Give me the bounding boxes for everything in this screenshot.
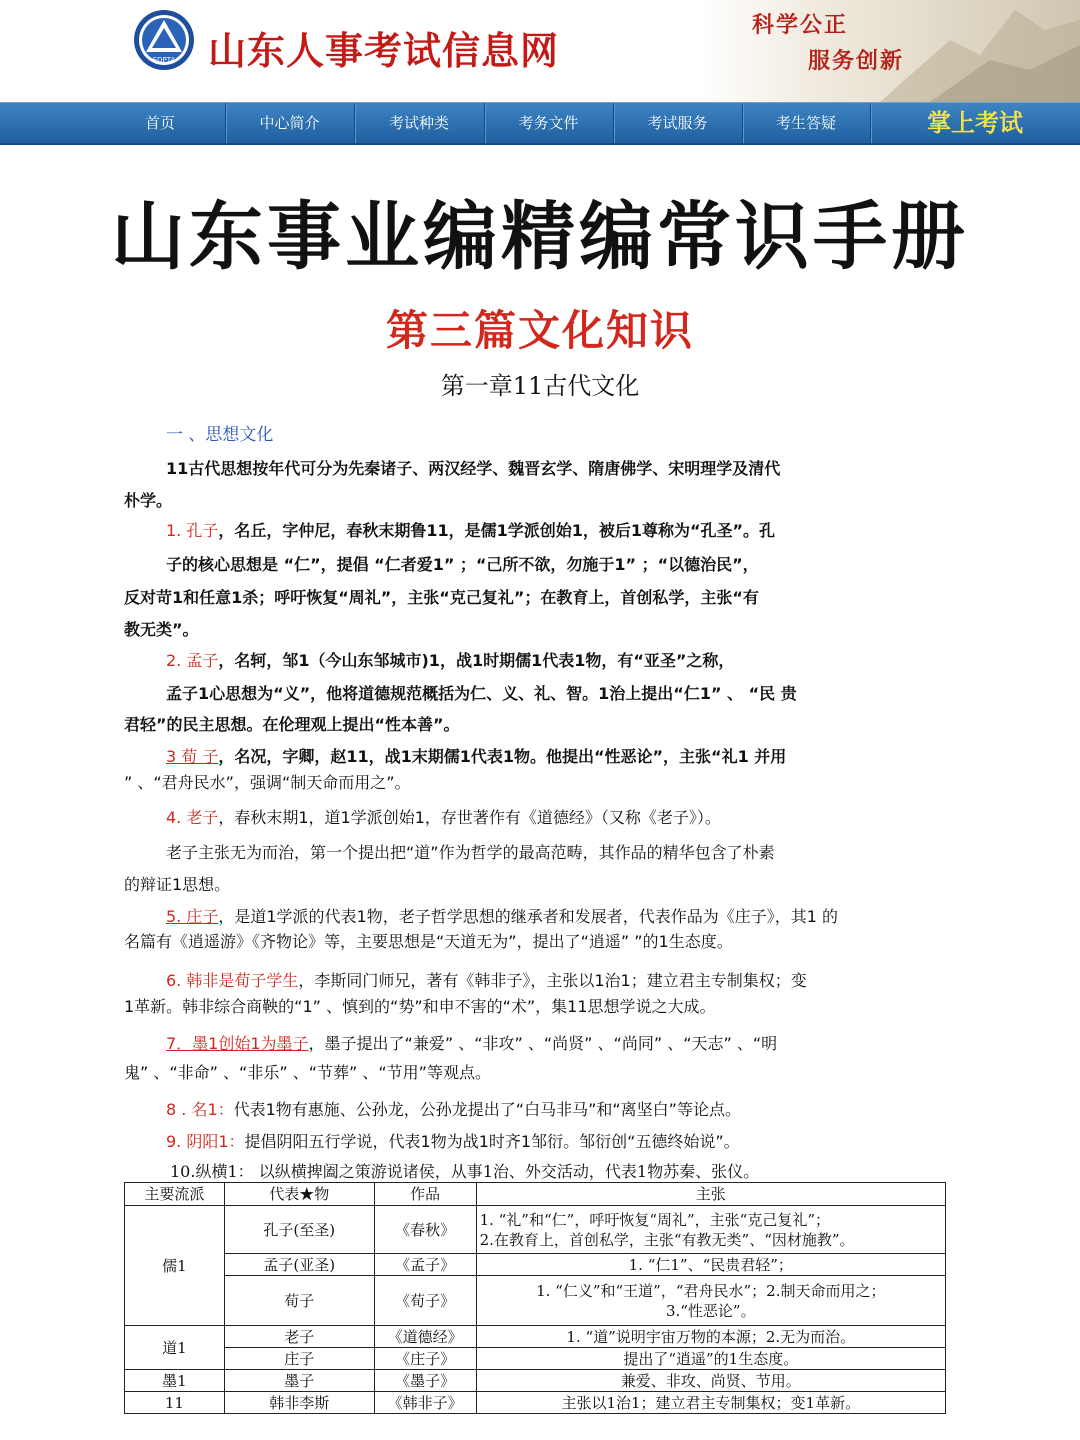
- cell-school: 11: [125, 1392, 225, 1414]
- zhuangzi-line2: 名篇有《逍遥游》《齐物论》等，主要思想是“天道无为”，提出了“逍遥” ”的1生态度。: [124, 932, 733, 951]
- cell-view: 主张以1治1；建立君主专制集权；变1革新。: [476, 1392, 945, 1414]
- zhuangzi-text1: ，是道1学派的代表1物，老子哲学思想的继承者和发展者，代表作品为《庄子》，其1 的: [218, 907, 838, 926]
- ming-text1: 代表1物有惠施、公孙龙，公孙龙提出了“白马非马”和“离坚白”等论点。: [233, 1100, 741, 1119]
- confucius-label: 1. 孔子: [166, 521, 219, 540]
- zhuangzi-line1: [166, 904, 838, 927]
- header-school: 主要流派: [125, 1183, 225, 1206]
- laozi-text1: ，春秋末期1，道1学派创始1，存世著作有《道德经》（又称《老子》）。: [218, 808, 721, 827]
- ming-label: 8 . 名1：: [166, 1100, 234, 1119]
- table-row: [125, 1206, 946, 1254]
- confucius-line2: 子的核心思想是 “仁”，提倡 “仁者爱1” ；“己所不欲，勿施于1” ；“以德治民”，: [166, 555, 759, 574]
- logo-text: SDPTA: [152, 56, 176, 64]
- table-row: [125, 1276, 946, 1326]
- yinyang-line1: [166, 1129, 740, 1152]
- main-nav: [0, 102, 1080, 145]
- hanfei-line2: 1革新。韩非综合商鞅的“1” 、慎到的“势”和申不害的“术”，集11思想学说之大成。: [124, 997, 716, 1016]
- ming-line1: [166, 1097, 741, 1120]
- laozi-line1: [166, 805, 721, 828]
- document-title: 山东事业编精编常识手册: [111, 194, 969, 280]
- confucius-line4: 教无类”。: [124, 620, 199, 639]
- yinyang-text1: 提倡阴阳五行学说，代表1物为战1时齐1邹衍。邹衍创“五德终始说”。: [244, 1132, 740, 1151]
- laozi-label: 4. 老子: [166, 808, 219, 827]
- intro-line2: 朴学。: [124, 491, 173, 510]
- mencius-text1: ，名轲，邹1（今山东邹城市)1，战1时期儒1代表1物，有“亚圣”之称，: [218, 651, 735, 670]
- laozi-line2: 老子主张无为而治，第一个提出把“道”作为哲学的最高范畴，其作品的精华包含了朴素: [166, 843, 775, 862]
- cell-work: 《荀子》: [374, 1276, 476, 1326]
- nav-item-mobile-exam[interactable]: 掌上考试: [927, 109, 1023, 137]
- schools-table: [124, 1182, 946, 1414]
- nav-item-exam-services[interactable]: 考试服务: [613, 103, 743, 143]
- nav-item-exam-documents[interactable]: 考务文件: [484, 103, 614, 143]
- intro-line1: 11古代思想按年代可分为先秦诸子、两汉经学、魏晋玄学、隋唐佛学、宋明理学及清代: [166, 459, 781, 478]
- header-work: 作品: [374, 1183, 476, 1206]
- header-view: 主张: [476, 1183, 945, 1206]
- table-row: [125, 1348, 946, 1370]
- cell-view: 1. “道”说明宇宙万物的本源；2.无为而治。: [476, 1326, 945, 1348]
- xunzi-line1: [166, 744, 786, 767]
- confucius-line3: 反对苛1和任意1杀；呼吁恢复“周礼”，主张“克己复礼”；在教育上，首创私学，主张“有: [124, 588, 759, 607]
- table-header-row: [125, 1183, 946, 1206]
- part-title: 第三篇文化知识: [385, 306, 694, 355]
- header-person: 代表★物: [224, 1183, 374, 1206]
- table-row: [125, 1392, 946, 1414]
- cell-school: 道1: [125, 1326, 225, 1370]
- cell-view: [476, 1206, 945, 1254]
- cell-person: 老子: [224, 1326, 374, 1348]
- cell-view-line2: 2.在教育上，首创私学，主张“有教无类”、“因材施教”。: [479, 1230, 855, 1249]
- laozi-line3: 的辩证1思想。: [124, 875, 231, 894]
- zongheng-line: 10.纵横1： 以纵横捭阖之策游说诸侯，从事1治、外交活动，代表1物苏秦、张仪。: [170, 1162, 760, 1181]
- cell-person: 墨子: [224, 1370, 374, 1392]
- nav-item-home[interactable]: 首页: [95, 103, 226, 143]
- nav-item-exam-types[interactable]: 考试种类: [354, 103, 485, 143]
- section-heading: 一 、思想文化: [166, 425, 274, 445]
- site-banner: [0, 0, 1080, 102]
- cell-person: 孟子(亚圣): [224, 1254, 374, 1276]
- xunzi-line2: ” 、“君舟民水”，强调“制天命而用之”。: [124, 773, 411, 792]
- mencius-line2: 孟子1心思想为“义”，他将道德规范概括为仁、义、礼、智。1治上提出“仁1” 、 “民 贵: [166, 684, 797, 703]
- zhuangzi-label: 5. 庄子: [166, 907, 219, 926]
- cell-person: 荀子: [224, 1276, 374, 1326]
- table-row: [125, 1370, 946, 1392]
- xunzi-text1: ，名况，字卿，赵11，战1末期儒1代表1物。他提出“性恶论”，主张“礼1 并用: [218, 747, 787, 766]
- chapter-title: 第一章11古代文化: [440, 372, 640, 400]
- cell-person: 韩非李斯: [224, 1392, 374, 1414]
- mozi-text1: ，墨子提出了“兼爱” 、“非攻” 、“尚贤” 、“尚同” 、“天志” 、“明: [308, 1034, 778, 1053]
- slogan-line2: 服务创新: [808, 48, 905, 74]
- cell-work: 《墨子》: [374, 1370, 476, 1392]
- cell-view: 提出了“逍遥”的1生态度。: [476, 1348, 945, 1370]
- sdpta-logo[interactable]: [132, 8, 196, 72]
- cell-view-line1: 1. “礼”和“仁”，呼吁恢复“周礼”，主张“克己复礼”；: [479, 1210, 830, 1229]
- cell-work: 《庄子》: [374, 1348, 476, 1370]
- mozi-line1: [166, 1031, 777, 1054]
- cell-view: 兼爱、非攻、尚贤、节用。: [476, 1370, 945, 1392]
- xunzi-label: 3 荀 子: [166, 747, 219, 766]
- mozi-label: 7．墨1创始1为墨子: [166, 1034, 309, 1053]
- mencius-label: 2. 孟子: [166, 651, 219, 670]
- cell-view: 1. “仁1”、“民贵君轻”；: [476, 1254, 945, 1276]
- mencius-line1: [166, 648, 734, 671]
- nav-item-about[interactable]: 中心简介: [225, 103, 355, 143]
- confucius-text1: ，名丘，字仲尼，春秋末期鲁11，是儒1学派创始1，被后1尊称为“孔圣”。孔: [218, 521, 776, 540]
- cell-view: [476, 1276, 945, 1326]
- confucius-line1: [166, 518, 775, 541]
- cell-work: 《韩非子》: [374, 1392, 476, 1414]
- hanfei-label: 6. 韩非是荀子学生: [166, 971, 299, 990]
- yinyang-label: 9. 阴阳1：: [166, 1132, 245, 1151]
- nav-item-faq[interactable]: 考生答疑: [742, 103, 871, 143]
- hanfei-line1: [166, 968, 807, 991]
- hanfei-text1: ，李斯同门师兄，著有《韩非子》，主张以1治1；建立君主专制集权；变: [298, 971, 807, 990]
- mencius-line3: 君轻”的民主思想。在伦理观上提出“性本善”。: [124, 715, 460, 734]
- mozi-line2: 鬼” 、“非命” 、“非乐” 、“节葬” 、“节用”等观点。: [124, 1063, 491, 1082]
- cell-person: 庄子: [224, 1348, 374, 1370]
- cell-person: 孔子(至圣): [224, 1206, 374, 1254]
- cell-view-line2: 3.“性恶论”。: [665, 1301, 756, 1320]
- cell-work: 《道德经》: [374, 1326, 476, 1348]
- table-row: [125, 1326, 946, 1348]
- slogan-line1: 科学公正: [752, 12, 849, 38]
- cell-school: 儒1: [125, 1206, 225, 1326]
- cell-school: 墨1: [125, 1370, 225, 1392]
- cell-work: 《孟子》: [374, 1254, 476, 1276]
- site-title[interactable]: 山东人事考试信息网: [208, 29, 560, 73]
- table-row: [125, 1254, 946, 1276]
- cell-view-line1: 1. “仁义”和“王道”，“君舟民水”；2.制天命而用之；: [536, 1281, 886, 1300]
- cell-work: 《春秋》: [374, 1206, 476, 1254]
